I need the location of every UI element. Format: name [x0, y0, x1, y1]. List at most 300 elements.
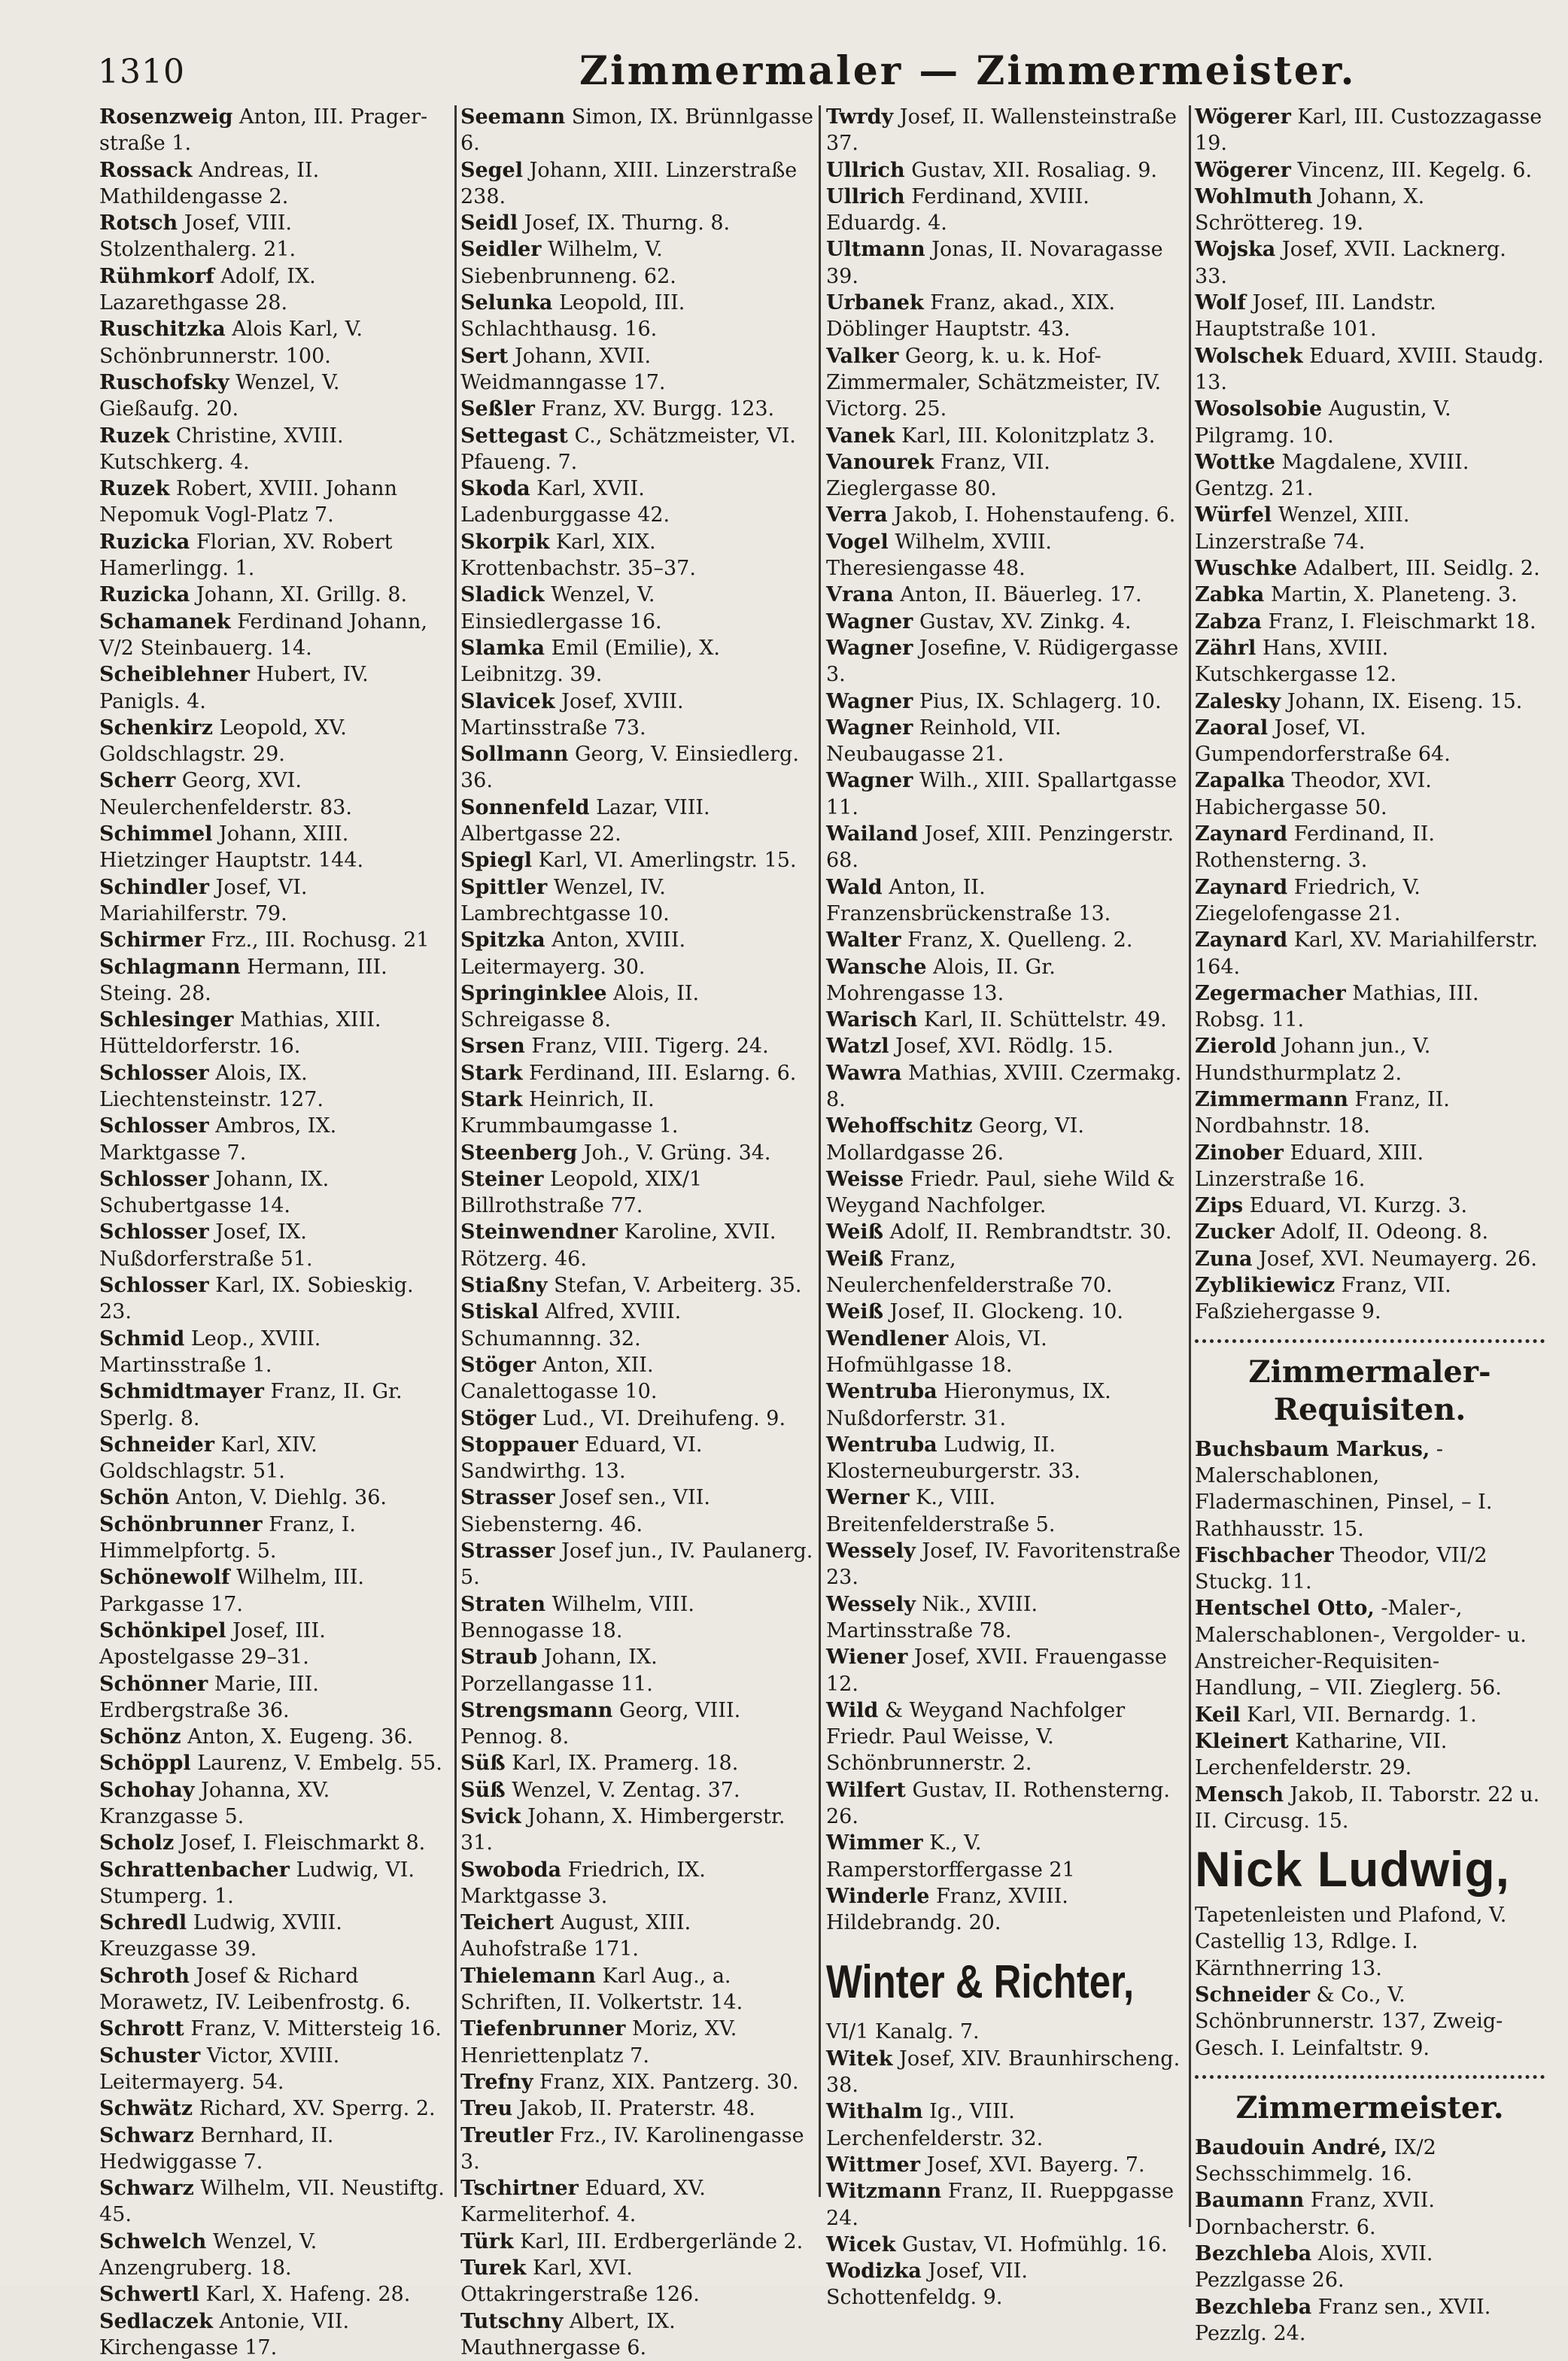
entry-details: Ferdinand, III. Eslarng. 6. [522, 1061, 797, 1085]
entry-details: Friedrich, V. Ziegelofengasse 21. [1195, 875, 1421, 925]
entry-details: Heinrich, II. Krummbaumgasse 1. [460, 1087, 679, 1138]
entry-details: Emil (Emilie), X. Leibnitzg. 39. [460, 636, 721, 687]
entry-details: Wilhelm, III. Parkgasse 17. [99, 1566, 364, 1616]
entry-details: Anton, III. Prager-straße 1. [99, 105, 428, 156]
entry-details: Adolf, II. Rembrandtstr. 30. [883, 1220, 1172, 1244]
directory-entry [1195, 1595, 1545, 1701]
entry-details: Karl, XV. Mariahilferstr. 164. [1195, 928, 1538, 979]
directory-entry [99, 529, 445, 582]
entry-details: Mathias, XVIII. Czermakg. 8. [826, 1061, 1182, 1111]
entry-details: Josef, I. Fleischmarkt 8. [174, 1831, 426, 1855]
directory-entry [99, 2308, 445, 2361]
entry-name: Thielemann [460, 1964, 596, 1988]
entry-details: Josef, XVII. Frauengasse 12. [826, 1645, 1167, 1696]
entry-name: Fischbacher [1195, 1543, 1334, 1567]
entry-name: Zaynard [1195, 928, 1288, 953]
entry-name: Scheiblehner [99, 663, 250, 687]
directory-entry [1195, 2135, 1545, 2188]
directory-entry [460, 1697, 814, 1751]
directory-entry [826, 1591, 1184, 1645]
entry-name: Schamanek [99, 609, 231, 634]
entry-name: Wailand [826, 822, 918, 846]
entry-name: Wagner [826, 716, 913, 740]
entry-details: Josef, VIII. Stolzenthalerg. 21. [99, 211, 296, 262]
entry-details: & Weygand Nachfolger Friedr. Paul Weisse, V. Schönbrunnerstr. 2. [826, 1698, 1126, 1776]
entry-name: Schimmel [99, 822, 213, 846]
entry-name: Steiner [460, 1167, 544, 1191]
entry-details: Franz, II. Nordbahnstr. 18. [1195, 1087, 1450, 1138]
entry-name: Schlagmann [99, 955, 241, 979]
entry-name: Wojska [1195, 238, 1276, 262]
entry-details: Katharine, VII. Lerchenfelderstr. 29. [1195, 1729, 1448, 1780]
entry-name: Vanek [826, 424, 895, 448]
entry-name: Rosenzweig [99, 105, 233, 129]
entry-name: Witzmann [826, 2180, 942, 2204]
directory-entry [460, 1060, 814, 1086]
entry-name: Schirmer [99, 928, 205, 953]
entry-details: Karl, III. Erdbergerlände 2. [513, 2229, 804, 2253]
entry-name: Wosolsobie [1195, 397, 1323, 421]
entry-details: Jonas, II. Novaragasse 39. [826, 238, 1163, 288]
entry-name: Treu [460, 2097, 513, 2121]
directory-entry [99, 1272, 445, 1326]
directory-entry [460, 104, 814, 157]
directory-entry [99, 1432, 445, 1485]
entry-details: Jakob, II. Praterstr. 48. [512, 2097, 755, 2121]
directory-entry [99, 1564, 445, 1618]
entry-details: Andreas, II. Mathildengasse 2. [99, 158, 320, 208]
entry-details: Johann, IX. Porzellangasse 11. [460, 1645, 658, 1696]
entry-name: Schredl [99, 1911, 187, 1935]
entry-name: Wentruba [826, 1433, 937, 1457]
entry-details: Eduard, VI. Kurzg. 3. [1243, 1194, 1468, 1218]
directory-entry [99, 2043, 445, 2096]
entry-name: Wohlmuth [1195, 184, 1313, 208]
directory-entry [99, 1166, 445, 1220]
entry-details: Josef, XVIII. Martinsstraße 73. [460, 689, 684, 740]
entry-details: Ferdinand, XVIII. Eduardg. 4. [826, 184, 1089, 235]
entry-name: Wögerer [1195, 105, 1291, 129]
directory-entry [826, 1007, 1184, 1033]
directory-entry [460, 1591, 814, 1645]
entry-details: Leop., XVIII. Martinsstraße 1. [99, 1326, 321, 1377]
entry-details: Hubert, IV. Panigls. 4. [99, 663, 369, 713]
directory-entry [460, 476, 814, 529]
entry-name: Schenkirz [99, 716, 213, 740]
directory-entry [1195, 2241, 1545, 2294]
directory-entry [826, 2098, 1184, 2152]
directory-entry [826, 874, 1184, 928]
entry-name: Keil [1195, 1703, 1241, 1727]
entry-name: Winderle [826, 1884, 930, 1908]
directory-entry [1195, 104, 1545, 157]
directory-entry [826, 1113, 1184, 1166]
entry-details: Ferdinand, II. Rothensterng. 3. [1195, 822, 1436, 873]
entry-details: Wenzel, V. Einsiedlergasse 16. [460, 583, 662, 634]
directory-entry [99, 1777, 445, 1831]
entry-details: Eduard, XIII. Linzerstraße 16. [1195, 1141, 1424, 1191]
entry-details: Georg, XVI. Neulerchenfelderstr. 83. [99, 769, 352, 819]
directory-entry [1195, 1728, 1545, 1782]
entry-details: Ig., VIII. Lerchenfelderstr. 32. [826, 2100, 1044, 2150]
entry-name: Zucker [1195, 1220, 1275, 1244]
directory-entry [826, 1538, 1184, 1591]
entry-name: Seßler [460, 397, 535, 421]
entry-details: Karl, IX. Sobieskig. 23. [99, 1274, 414, 1324]
entry-name: Bezchleba [1195, 2295, 1312, 2319]
entry-details: Ludwig, II. Klosterneuburgerstr. 33. [826, 1433, 1080, 1484]
entry-list [1195, 1436, 1545, 1834]
entry-name: Straub [460, 1645, 538, 1670]
nick-ludwig-ad-name: Nick Ludwig, [1195, 1841, 1511, 1898]
entry-name: Zabza [1195, 609, 1262, 634]
entry-name: Schmidtmayer [99, 1380, 264, 1404]
directory-entry [1195, 715, 1545, 768]
entry-name: Steinwendner [460, 1220, 618, 1244]
entry-details: Josef, XVII. Lacknerg. 33. [1195, 238, 1506, 288]
entry-details: & Co., V. Schönbrunnerstr. 137, Zweig-Gesch. I. Leinfaltstr. 9. [1195, 1983, 1503, 2060]
entry-details: Georg, k. u. k. Hof-Zimmermaler, Schätzmeister, IV. Victorg. 25. [826, 344, 1162, 421]
directory-entry [99, 1219, 445, 1272]
entry-details: Josef sen., VII. Siebensterng. 46. [460, 1486, 710, 1536]
directory-entry [1195, 1542, 1545, 1596]
entry-details: Josef & Richard Morawetz, IV. Leibenfrostg. 6. [99, 1964, 412, 2015]
directory-entry [1195, 1702, 1545, 1728]
entry-details: Anton, II. Bäuerleg. 17. [893, 583, 1142, 607]
directory-entry [826, 1830, 1184, 1883]
directory-entry [99, 609, 445, 662]
entry-details: Karl, VII. Bernardg. 1. [1240, 1703, 1477, 1727]
directory-entry [99, 2122, 445, 2176]
page-number: 1310 [98, 53, 185, 91]
entry-name: Zaynard [1195, 822, 1288, 846]
entry-name: Zabka [1195, 583, 1265, 607]
entry-name: Turek [460, 2256, 527, 2280]
directory-entry [826, 767, 1184, 821]
entry-details: Franz, XVIII. Hildebrandg. 20. [826, 1884, 1068, 1935]
directory-entry [460, 1299, 814, 1352]
entry-name: Schohay [99, 1778, 195, 1802]
entry-name: Watzl [826, 1035, 889, 1059]
directory-entry [99, 423, 445, 476]
directory-entry [1195, 290, 1545, 343]
directory-entry [99, 715, 445, 768]
entry-name: Zierold [1195, 1035, 1277, 1059]
directory-entry [99, 1724, 445, 1750]
directory-entry [460, 2308, 814, 2361]
entry-details: Gustav, II. Rothensterng. 26. [826, 1778, 1170, 1828]
entry-details: Magdalene, XVIII. Gentzg. 21. [1195, 450, 1469, 501]
entry-name: Swoboda [460, 1858, 562, 1882]
directory-entry [99, 476, 445, 529]
directory-entry [460, 1538, 814, 1591]
entry-name: Trefny [460, 2070, 533, 2094]
entry-name: Baumann [1195, 2189, 1305, 2213]
entry-name: Spitzka [460, 928, 545, 953]
entry-details: Alois, XVII. Pezzlgasse 26. [1195, 2242, 1433, 2293]
entry-name: Zinober [1195, 1141, 1284, 1165]
directory-entry [460, 927, 814, 980]
entry-name: Süß [460, 1778, 506, 1802]
entry-details: Josef, XVI. Neumayerg. 26. [1252, 1247, 1537, 1271]
directory-entry [1195, 157, 1545, 184]
entry-name: Schwarz [99, 2177, 194, 2201]
directory-entry [826, 2258, 1184, 2311]
directory-entry [826, 2232, 1184, 2258]
directory-entry [460, 1219, 814, 1272]
entry-details: Joh., V. Grüng. 34. [577, 1141, 771, 1165]
entry-details: Ludwig, VI. Stumperg. 1. [99, 1858, 415, 1908]
directory-entry [460, 2016, 814, 2069]
entry-details: Josef, III. Apostelgasse 29–31. [99, 1618, 326, 1670]
entry-name: Schlosser [99, 1061, 209, 1085]
entry-details: Wenzel, XIII. Linzerstraße 74. [1195, 503, 1410, 554]
entry-details: Augustin, V. Pilgramg. 10. [1195, 397, 1451, 448]
entry-details: Anton, V. Diehlg. 36. [169, 1486, 387, 1510]
entry-details: Jakob, I. Hohenstaufeng. 6. [887, 503, 1176, 527]
entry-details: K., V. Ramperstorffergasse 21 [826, 1831, 1075, 1882]
entry-details: Eduard, VI. Sandwirthg. 13. [460, 1433, 703, 1484]
dotted-divider [1195, 1339, 1545, 1343]
directory-entry [826, 1246, 1184, 1299]
entry-details: Johann, IX. Schubertgasse 14. [99, 1167, 330, 1218]
entry-name: Tutschny [460, 2309, 564, 2333]
entry-name: Weiß [826, 1247, 884, 1271]
column-rule [454, 105, 457, 2197]
entry-name: Schrott [99, 2017, 184, 2041]
entry-name: Ullrich [826, 184, 905, 208]
directory-entry [826, 927, 1184, 953]
entry-details: Josef, II. Wallensteinstraße 37. [826, 105, 1177, 156]
entry-name: Wittmer [826, 2153, 921, 2177]
entry-details: Josef, XVI. Bayerg. 7. [920, 2153, 1145, 2177]
entry-name: Scherr [99, 769, 176, 793]
entry-name: Weiß [826, 1220, 884, 1244]
entry-details: Karl, II. Schüttelstr. 49. [917, 1008, 1167, 1032]
entry-name: Sedlaczek [99, 2309, 213, 2333]
entry-details: IX/2 Sechsschimmelg. 16. [1195, 2135, 1436, 2186]
directory-entry [826, 582, 1184, 608]
entry-name: Spittler [460, 875, 548, 899]
entry-name: Tschirtner [460, 2177, 579, 2201]
entry-details: Georg, VI. Mollardgasse 26. [826, 1114, 1084, 1165]
entry-details: Lazar, VIII. Albertgasse 22. [460, 795, 710, 846]
directory-entry [99, 582, 445, 608]
directory-entry [1195, 874, 1545, 928]
entry-details: Franz, akad., XIX. Döblinger Hauptstr. 43. [826, 291, 1116, 342]
section-title-zimmermeister: Zimmermeister. [1235, 2089, 1504, 2126]
directory-entry [826, 715, 1184, 768]
entry-name: Urbanek [826, 291, 924, 315]
entry-name: Settegast [460, 424, 568, 448]
directory-entry [99, 316, 445, 369]
directory-entry [460, 1857, 814, 1910]
directory-entry [99, 821, 445, 874]
directory-entry [1195, 1782, 1545, 1835]
entry-details: Ambros, IX. Marktgasse 7. [99, 1114, 337, 1165]
entry-name: Baudouin André, [1195, 2135, 1388, 2159]
entry-details: Ferdinand Johann, V/2 Steinbauerg. 14. [99, 609, 427, 660]
entry-name: Vrana [826, 583, 894, 607]
entry-details: Wilhelm, V. Siebenbrunneng. 62. [460, 238, 676, 288]
entry-details: Martin, X. Planeteng. 3. [1264, 583, 1518, 607]
entry-details: Gustav, XV. Zinkg. 4. [913, 609, 1132, 634]
entry-name: Wolf [1195, 291, 1247, 315]
directory-entry [460, 290, 814, 343]
entry-details: Adalbert, III. Seidlg. 2. [1297, 557, 1540, 581]
entry-details: Johanna, XV. Kranzgasse 5. [99, 1778, 330, 1828]
entry-name: Schönz [99, 1725, 181, 1749]
entry-name: Stöger [460, 1406, 536, 1430]
directory-entry [460, 1086, 814, 1140]
directory-entry [99, 1484, 445, 1511]
entry-details: Franz, X. Quelleng. 2. [901, 928, 1133, 953]
entry-name: Sert [460, 344, 509, 368]
entry-name: Selunka [460, 291, 553, 315]
column-1 [99, 104, 445, 2361]
entry-details: Franz, VII. Zieglergasse 80. [826, 450, 1050, 501]
entry-details: Johann, XVII. Weidmanngasse 17. [460, 344, 666, 394]
directory-entry [1195, 927, 1545, 980]
entry-list [1195, 2135, 1545, 2347]
entry-name: Treutler [460, 2123, 554, 2147]
entry-details: Josefine, V. Rüdigergasse 3. [826, 636, 1179, 687]
directory-entry [460, 1432, 814, 1485]
entry-details: Adolf, IX. Lazarethgasse 28. [99, 264, 316, 315]
entry-name: Sonnenfeld [460, 795, 590, 819]
entry-details: Alois Karl, V. Schönbrunnerstr. 100. [99, 318, 363, 368]
entry-details: Wenzel, V. Zentag. 37. [505, 1778, 740, 1802]
directory-entry [460, 2095, 814, 2122]
entry-details: Josef, VI. Mariahilferstr. 79. [99, 875, 308, 925]
entry-name: Weisse [826, 1167, 904, 1191]
entry-name: Hentschel Otto, [1195, 1597, 1375, 1621]
directory-entry [460, 1777, 814, 1803]
entry-name: Springinklee [460, 981, 607, 1005]
entry-name: Schlosser [99, 1220, 209, 1244]
column-rule [819, 105, 821, 2197]
entry-details: Eduard, XVIII. Staudg. 13. [1195, 344, 1544, 394]
entry-details: Josef jun., IV. Paulanerg. 5. [460, 1539, 813, 1590]
directory-entry [460, 874, 814, 928]
entry-details: Johann, IX. Eiseng. 15. [1281, 689, 1523, 713]
directory-entry [826, 236, 1184, 290]
entry-name: Tiefenbrunner [460, 2017, 626, 2041]
entry-details: Franz, V. Mittersteig 16. [184, 2017, 442, 2041]
entry-name: Spiegl [460, 849, 532, 873]
dotted-divider [1195, 2075, 1545, 2079]
entry-name: Skoda [460, 477, 530, 501]
entry-list [826, 104, 1184, 1936]
directory-entry [99, 1750, 445, 1776]
directory-entry [460, 343, 814, 397]
entry-name: Schlosser [99, 1274, 209, 1298]
entry-name: Schlosser [99, 1114, 209, 1138]
directory-entry [826, 1697, 1184, 1777]
entry-name: Wawra [826, 1061, 902, 1085]
directory-entry [1195, 980, 1545, 1034]
entry-name: Zimmermann [1195, 1087, 1348, 1111]
entry-details: Hans, XVIII. Kutschkergasse 12. [1195, 636, 1397, 687]
entry-name: Walter [826, 928, 901, 953]
entry-details: Franz, XV. Burgg. 123. [534, 397, 775, 421]
directory-entry [826, 157, 1184, 184]
directory-entry [460, 847, 814, 874]
entry-details: Johann, X. Schröttereg. 19. [1195, 184, 1425, 235]
winter-richter-ad-name: Winter & Richter, [826, 1956, 1135, 2009]
entry-details: Josef, IX. Nußdorferstraße 51. [99, 1220, 313, 1271]
entry-details: Johann, XI. Grillg. 8. [190, 583, 408, 607]
entry-details: Theodor, XVI. Habichergasse 50. [1195, 769, 1432, 819]
directory-entry [460, 635, 814, 688]
entry-name: Stöger [460, 1353, 536, 1377]
entry-details: Stefan, V. Arbeiterg. 35. [547, 1274, 802, 1298]
entry-details: Wenzel, V. Anzengruberg. 18. [99, 2229, 318, 2280]
directory-entry [99, 1910, 445, 1963]
directory-entry [826, 502, 1184, 528]
entry-details: Wenzel, IV. Lambrechtgasse 10. [460, 875, 670, 925]
entry-list [1195, 1982, 1545, 2062]
entry-name: Strengsmann [460, 1698, 613, 1722]
entry-details: August, XIII. Auhofstraße 171. [460, 1911, 691, 1961]
directory-entry [460, 1405, 814, 1432]
directory-entry [460, 2069, 814, 2095]
directory-entry [826, 449, 1184, 503]
entry-details: Karl, IX. Pramerg. 18. [505, 1752, 739, 1776]
directory-entry [1195, 449, 1545, 503]
directory-entry [826, 1033, 1184, 1059]
entry-details: Nik., XVIII. Martinsstraße 78. [826, 1592, 1038, 1642]
directory-entry [99, 954, 445, 1007]
entry-list [826, 2046, 1184, 2311]
directory-entry [1195, 1193, 1545, 1219]
entry-name: Zährl [1195, 636, 1257, 660]
directory-entry [99, 1326, 445, 1379]
directory-entry [460, 2255, 814, 2308]
directory-entry [1195, 688, 1545, 715]
directory-entry [99, 263, 445, 317]
entry-details: Leopold, III. Schlachthausg. 16. [460, 291, 685, 342]
entry-details: Pius, IX. Schlagerg. 10. [913, 689, 1162, 713]
directory-entry [99, 2175, 445, 2229]
entry-details: Josef, XVI. Rödlg. 15. [889, 1035, 1114, 1059]
entry-details: Karl, XIX. Krottenbachstr. 35–37. [460, 530, 696, 581]
entry-name: Sladick [460, 583, 545, 607]
directory-entry [99, 874, 445, 928]
entry-name: Srsen [460, 1035, 525, 1059]
entry-details: Leopold, XV. Goldschlagstr. 29. [99, 716, 347, 767]
entry-name: Seemann [460, 105, 566, 129]
entry-details: Leopold, XIX/1 Billrothstraße 77. [460, 1167, 703, 1218]
entry-details: Reinhold, VII. Neubaugasse 21. [826, 716, 1062, 767]
entry-name: Stark [460, 1087, 523, 1111]
nick-ludwig-ad-text: Tapetenleisten und Plafond, V. Castellig 13, Rdlge. I. Kärnthnerring 13. [1195, 1904, 1507, 1980]
directory-entry [460, 210, 814, 236]
entry-name: Wodizka [826, 2259, 922, 2284]
directory-entry [826, 954, 1184, 1007]
column-2 [460, 104, 814, 2361]
entry-details: Hieronymus, IX. Nußdorferstr. 31. [826, 1380, 1111, 1430]
directory-entry [826, 184, 1184, 237]
entry-name: Bezchleba [1195, 2242, 1312, 2266]
directory-entry [1195, 184, 1545, 237]
entry-details: Josef, II. Glockeng. 10. [883, 1300, 1123, 1324]
directory-entry [1195, 1033, 1545, 1086]
entry-name: Zalesky [1195, 689, 1281, 713]
directory-entry [99, 1671, 445, 1724]
entry-name: Zips [1195, 1194, 1244, 1218]
directory-entry [99, 927, 445, 953]
